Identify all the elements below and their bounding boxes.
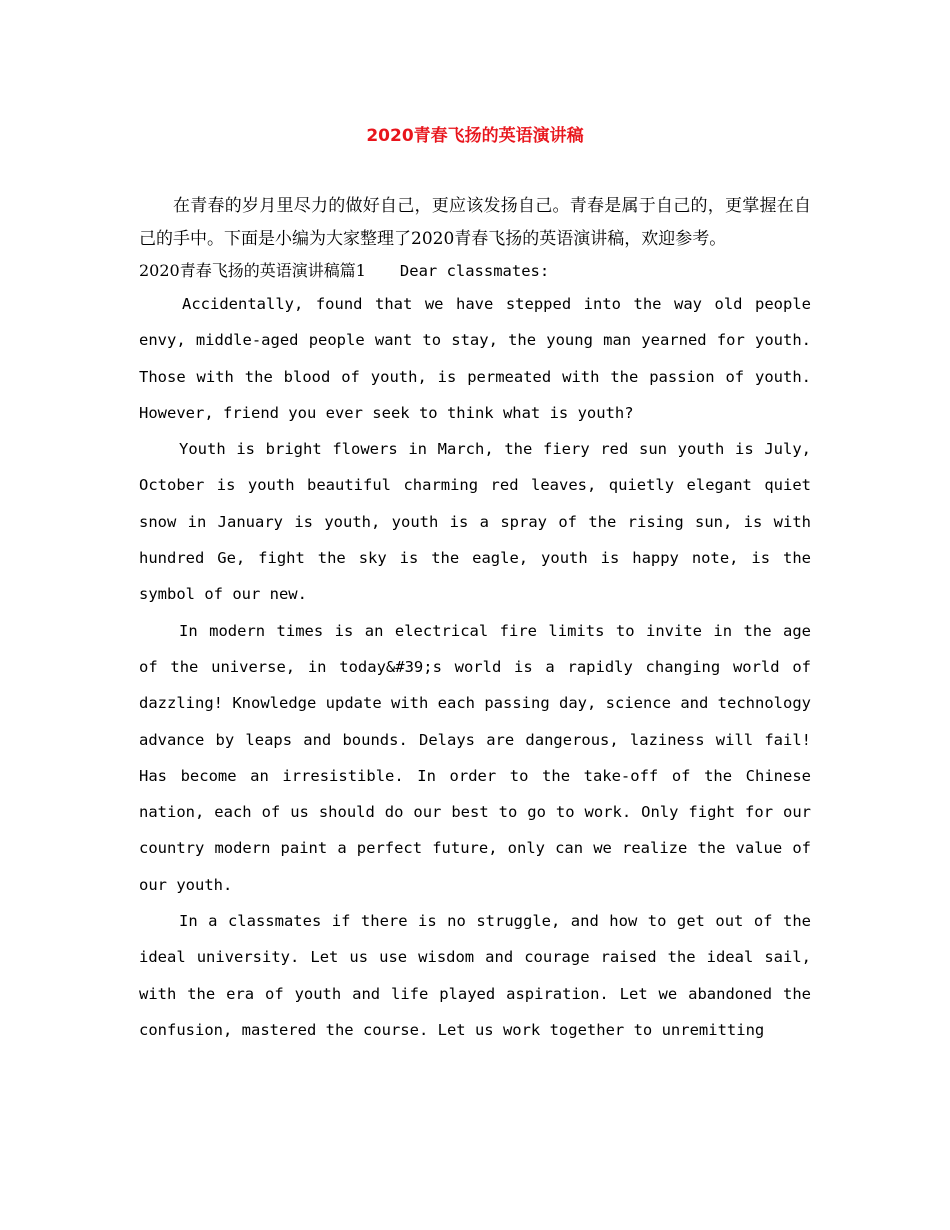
body-paragraph-3: In modern times is an electrical fire limits to invite in the age of the universe, in today&#39;s world is a rapidly changing world of dazzling! Knowledge update with each passing day, science and technology advance by leaps and bounds. Delays are dangerous, laziness will fail! Has become an irresistible. In order to the take-off of the Chinese nation, each of us should do our best to go to work. Only fight for our country modern paint a perfect future, only can we realize the value of our youth. xyxy=(139,621,811,894)
intro-paragraph: 在青春的岁月里尽力的做好自己，更应该发扬自己。青春是属于自己的，更掌握在自己的手中。下面是小编为大家整理了2020青春飞扬的英语演讲稿，欢迎参考。 xyxy=(139,196,811,249)
body-paragraph-1: Accidentally, found that we have stepped into the way old people envy, middle-aged people want to stay, the young man yearned for youth. Those with the blood of youth, is permeated with the passion of youth. However, friend you ever seek to think what is youth? xyxy=(139,295,811,422)
document-title: 2020青春飞扬的英语演讲稿 xyxy=(366,126,584,146)
body-paragraph-2: Youth is bright flowers in March, the fiery red sun youth is July, October is youth beautiful charming red leaves, quietly elegant quiet snow in January is youth, youth is a spray of the rising sun, is with hundred Ge, fight the sky is the eagle, youth is happy note, is the symbol of our new. xyxy=(139,440,811,604)
section-heading: 2020青春飞扬的英语演讲稿篇1 xyxy=(139,261,366,280)
greeting: Dear classmates: xyxy=(399,262,550,280)
section-heading-line xyxy=(139,256,811,286)
body-paragraph-4: In a classmates if there is no struggle, and how to get out of the ideal university. Let us use wisdom and courage raised the ideal sail, with the era of youth and life played aspiration. Let we abandoned the confusion, mastered the course. Let us work together to unremitting xyxy=(139,912,811,1039)
document-body xyxy=(139,190,811,1048)
